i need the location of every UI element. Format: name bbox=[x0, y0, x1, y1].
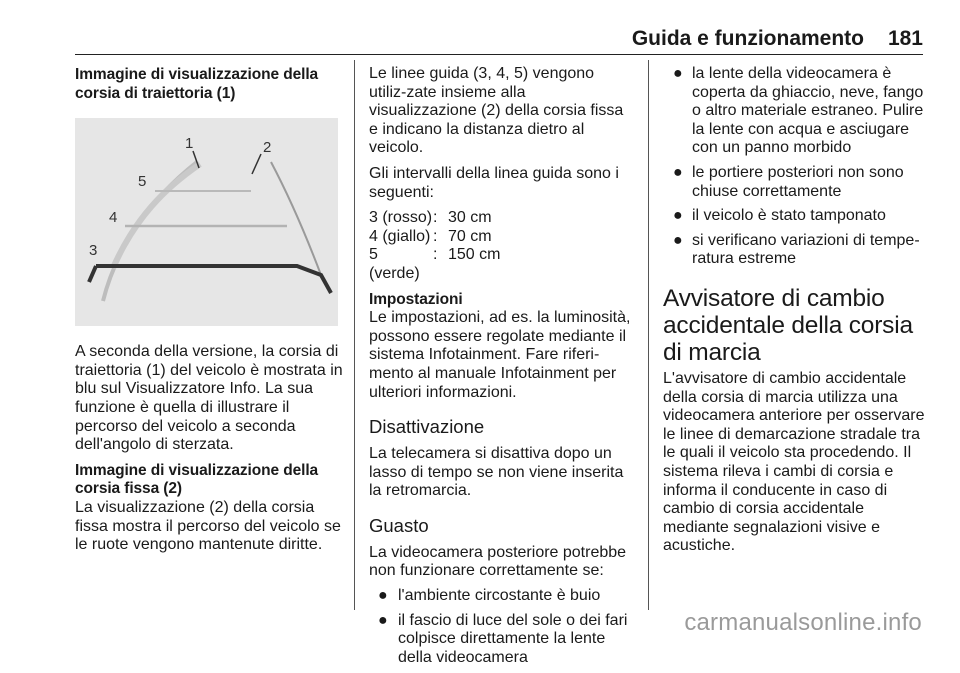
figure-label-3: 3 bbox=[89, 242, 98, 260]
camera-guide-figure bbox=[75, 118, 338, 326]
interval-legend bbox=[369, 209, 635, 283]
list-item bbox=[369, 612, 635, 668]
camera-guide-diagram bbox=[75, 118, 338, 326]
figure-label-5: 5 bbox=[138, 173, 147, 191]
list-item-text: la lente della videocamera è coperta da ghiaccio, neve, fango o altro materiale estraneo. Pulire la lente con acqua e asciugare con un panno morbido bbox=[692, 65, 924, 157]
list-item bbox=[369, 587, 635, 606]
fault-conditions-list-continued bbox=[663, 65, 928, 269]
legend-value: 30 cm bbox=[448, 209, 492, 227]
list-item-text: si verificano variazioni di tempe-ratura estreme bbox=[692, 231, 920, 268]
header-rule bbox=[75, 54, 923, 55]
legend-row bbox=[369, 209, 635, 228]
list-item-text: l'ambiente circostante è buio bbox=[398, 587, 601, 605]
list-item bbox=[663, 207, 928, 226]
legend-separator: : bbox=[433, 209, 438, 227]
legend-row bbox=[369, 228, 635, 247]
deactivation-heading: Disattivazione bbox=[369, 416, 485, 438]
list-item-text: il veicolo è stato tamponato bbox=[692, 207, 886, 225]
list-item bbox=[663, 164, 928, 201]
list-item bbox=[663, 65, 928, 158]
figure-label-1: 1 bbox=[185, 135, 194, 153]
legend-value: 150 cm bbox=[448, 246, 501, 264]
settings-text: Le impostazioni, ad es. la luminosità, possono essere regolate mediante il sistema Infotainment. Fare riferi-mento al manuale Infotainment per ulteriori informazioni. bbox=[369, 309, 631, 401]
bullet-icon: ● bbox=[378, 611, 388, 629]
bullet-icon: ● bbox=[378, 587, 388, 605]
legend-key: 4 (giallo) bbox=[369, 227, 431, 245]
column-divider bbox=[354, 60, 355, 610]
section-heading-trajectory: Immagine di visualizzazione della corsia di traiettoria (1) bbox=[75, 66, 319, 102]
fault-heading: Guasto bbox=[369, 514, 429, 536]
legend-key: 5 (verde) bbox=[369, 246, 420, 282]
header-title: Guida e funzionamento bbox=[631, 27, 864, 50]
legend-row bbox=[369, 246, 635, 283]
settings-heading: Impostazioni bbox=[369, 290, 463, 308]
fault-text: La videocamera posteriore potrebbe non funzionare correttamente se: bbox=[369, 543, 627, 580]
legend-key: 3 (rosso) bbox=[369, 209, 433, 227]
column-divider bbox=[648, 60, 649, 610]
trajectory-description: A seconda della versione, la corsia di traiettoria (1) del veicolo è mostrata in blu sul Visualizzatore Info. La sua funzione è quella di illustrare il percorso del veicolo a seconda dell'angolo di sterzata. bbox=[75, 343, 343, 454]
bullet-icon: ● bbox=[673, 65, 683, 82]
legend-separator: : bbox=[433, 227, 438, 245]
column-2 bbox=[369, 65, 635, 673]
section-heading-fixed-lane: Immagine di visualizzazione della corsia fissa (2) bbox=[75, 461, 319, 498]
bullet-icon: ● bbox=[673, 207, 683, 225]
column-3 bbox=[663, 65, 928, 556]
page-header bbox=[0, 0, 960, 56]
figure-label-2: 2 bbox=[263, 139, 272, 157]
deactivation-text: La telecamera si disattiva dopo un lasso di tempo se non viene inserita la retromarcia. bbox=[369, 445, 624, 500]
legend-separator: : bbox=[433, 246, 438, 264]
section-title-lane-departure: Avvisatore di cambio accidentale della corsia di marcia bbox=[663, 284, 913, 366]
bullet-icon: ● bbox=[673, 231, 683, 249]
figure-label-4: 4 bbox=[109, 209, 118, 227]
intervals-intro: Gli intervalli della linea guida sono i seguenti: bbox=[369, 164, 619, 201]
legend-value: 70 cm bbox=[448, 227, 492, 245]
list-item-text: il fascio di luce del sole o dei fari colpisce direttamente la lente della videocamera bbox=[398, 611, 628, 666]
list-item-text: le portiere posteriori non sono chiuse correttamente bbox=[692, 163, 904, 200]
fault-conditions-list bbox=[369, 587, 635, 667]
page-number: 181 bbox=[887, 27, 923, 50]
list-item bbox=[663, 232, 928, 269]
watermark: carmanualsonline.info bbox=[684, 609, 922, 636]
bullet-icon: ● bbox=[673, 163, 683, 181]
column-1 bbox=[75, 66, 347, 555]
lane-departure-text: L'avvisatore di cambio accidentale della corsia di marcia utilizza una videocamera anteriore per osservare le linee di demarcazione stradale tra le quali il veicolo sta procedendo. Il sistema rileva i cambi di corsia e informa il conducente in caso di cambio di corsia accidentale mediante segnalazioni visive e acustiche. bbox=[663, 369, 925, 555]
guidelines-description: Le linee guida (3, 4, 5) vengono utiliz-zate insieme alla visualizzazione (2) della corsia fissa e indicano la distanza dietro al veicolo. bbox=[369, 65, 624, 157]
fixed-lane-description: La visualizzazione (2) della corsia fissa mostra il percorso del veicolo se le ruote vengono mantenute diritte. bbox=[75, 498, 341, 554]
